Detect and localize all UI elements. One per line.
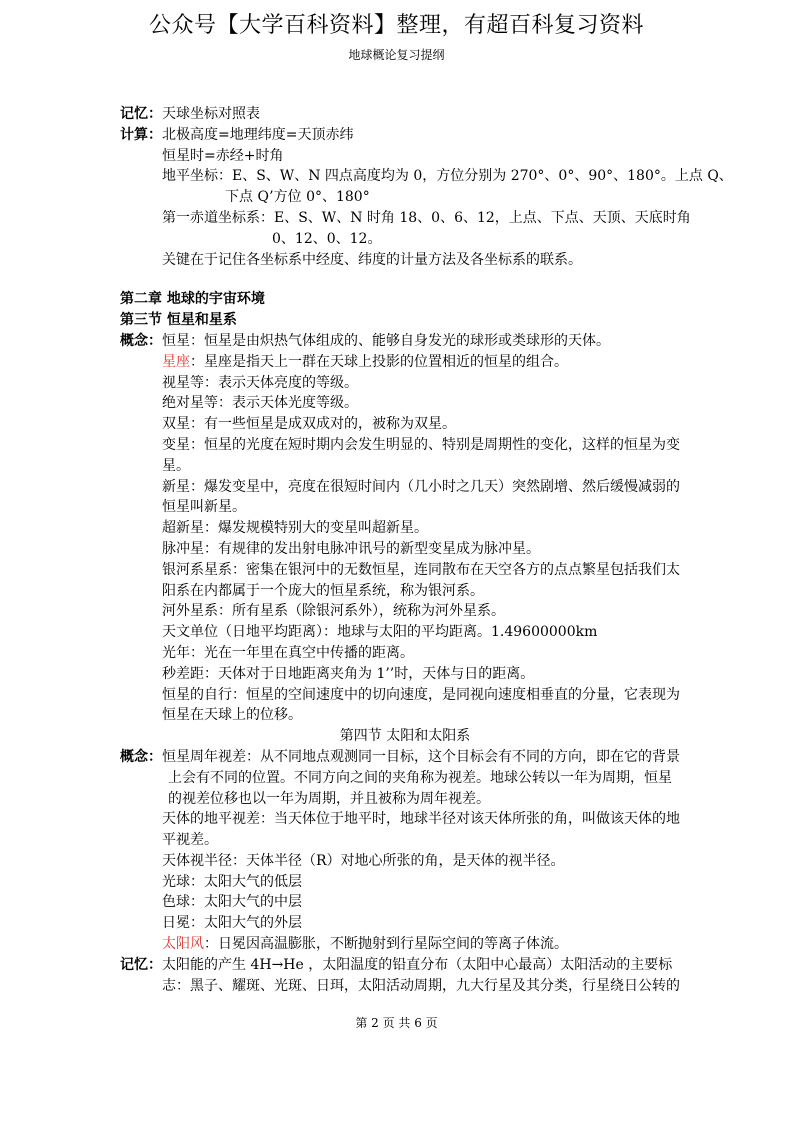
line-text: 绝对星等：表示天体光度等级。 xyxy=(162,395,358,412)
line-text: 河外星系：所有星系（除银河系外），统称为河外星系。 xyxy=(162,603,505,620)
text-line xyxy=(120,789,690,810)
text-line xyxy=(120,601,690,622)
line-text: 超新星：爆发规模特别大的变星叫超新星。 xyxy=(162,520,428,537)
line-text: ：日冕因高温膨胀，不断抛射到行星际空间的等离子体流。 xyxy=(204,936,568,953)
document-subtitle: 地球概论复习提纲 xyxy=(348,48,445,62)
line-text: 关键在于记住各坐标系中经度、纬度的计量方法及各坐标系的联系。 xyxy=(162,251,582,268)
text-line xyxy=(120,851,690,872)
line-text: 恒星时=赤经+时角 xyxy=(162,147,284,164)
text-line xyxy=(120,125,690,146)
text-line xyxy=(120,497,690,518)
line-text: 色球：太阳大气的中层 xyxy=(162,894,302,911)
text-line xyxy=(120,166,733,187)
line-text: 变星：恒星的光度在短时期内会发生明显的、特别是周期性的变化，这样的恒星为变 xyxy=(162,436,680,453)
text-line xyxy=(120,830,690,851)
text-line xyxy=(120,747,690,768)
line-text: 天球坐标对照表 xyxy=(162,106,260,122)
line-text: 脉冲星：有规律的发出射电脉冲讯号的新型变星成为脉冲星。 xyxy=(162,540,540,557)
line-text: 恒星：恒星是由炽热气体组成的、能够自身发光的球形或类球形的天体。 xyxy=(162,332,610,349)
text-line xyxy=(120,560,690,581)
text-line xyxy=(120,664,690,685)
text-line xyxy=(120,250,690,271)
text-line xyxy=(120,872,690,893)
text-line xyxy=(120,456,690,477)
line-text: 天体的地平视差：当天体位于地平时，地球半径对该天体所张的角，叫做该天体的地 xyxy=(162,811,680,828)
line-text: 太阳能的产生 4H→He ，太阳温度的铅直分布（太阳中心最高）太阳活动的主要标 xyxy=(162,956,673,973)
text-line xyxy=(120,892,690,913)
line-text: 第三节 恒星和星系 xyxy=(120,312,237,329)
line-text: 恒星周年视差：从不同地点观测同一目标，这个目标会有不同的方向，即在它的背景 xyxy=(162,748,680,765)
line-text: 阳系在内都属于一个庞大的恒星系统，称为银河系。 xyxy=(162,582,484,599)
text-line xyxy=(120,518,690,539)
section-label: 概念： xyxy=(120,332,162,349)
line-text: 的视差位移也以一年为周期，并且被称为周年视差。 xyxy=(168,790,490,807)
text-line xyxy=(120,539,690,560)
text-line xyxy=(120,352,690,373)
line-text: 平视差。 xyxy=(162,832,218,849)
text-line xyxy=(120,809,690,830)
text-line xyxy=(120,726,690,747)
line-text: 光年：光在一年里在真空中传播的距离。 xyxy=(162,644,414,661)
document-body xyxy=(120,104,733,996)
line-text: 志：黑子、耀斑、光斑、日珥，太阳活动周期，九大行星及其分类，行星绕日公转的 xyxy=(162,977,680,994)
text-line xyxy=(120,208,690,229)
text-line xyxy=(120,104,690,125)
line-text: 天文单位（日地平均距离）：地球与太阳的平均距离。1.49600000km xyxy=(162,624,598,641)
line-text: 0、12、0、12。 xyxy=(272,230,382,247)
line-text: 第二章 地球的宇宙环境 xyxy=(120,291,265,308)
line-text: 双星：有一些恒星是成双成对的，被称为双星。 xyxy=(162,416,456,433)
line-text: 恒星叫新星。 xyxy=(162,499,246,516)
text-line xyxy=(120,768,690,789)
line-text: 上会有不同的位置。不同方向之间的夹角称为视差。地球公转以一年为周期，恒星 xyxy=(168,769,672,786)
line-text: 秒差距：天体对于日地距离夹角为 1’’时，天体与日的距离。 xyxy=(162,665,535,682)
text-line xyxy=(120,913,690,934)
line-text: 下点 Q’方位 0°、180° xyxy=(225,189,370,206)
section-label: 记忆： xyxy=(120,956,162,973)
text-line xyxy=(120,146,690,167)
text-line xyxy=(120,331,690,352)
line-text: 天体视半径：天体半径（R）对地心所张的角，是天体的视半径。 xyxy=(162,852,565,869)
text-line xyxy=(120,976,690,997)
banner-title: 公众号【大学百科资料】整理，有超百科复习资料 xyxy=(148,13,644,38)
text-line xyxy=(120,934,690,955)
line-text: 视星等：表示天体亮度的等级。 xyxy=(162,374,358,391)
text-line xyxy=(120,581,690,602)
line-text: 银河系星系：密集在银河中的无数恒星，连同散布在天空各方的点点繁星包括我们太 xyxy=(162,561,680,578)
line-text: 地平坐标：E、S、W、N 四点高度均为 0，方位分别为 270°、0°、90°、180°。上点 Q、 xyxy=(162,168,733,185)
line-text: 新星：爆发变星中，亮度在很短时间内（几小时之几天）突然剧增、然后缓慢减弱的 xyxy=(162,478,680,495)
text-line xyxy=(120,310,690,331)
text-line xyxy=(120,685,690,706)
text-line xyxy=(120,955,690,976)
line-text: 恒星在天球上的位移。 xyxy=(162,707,302,724)
line-text: 星。 xyxy=(162,457,190,474)
section-label: 计算： xyxy=(120,126,162,143)
text-line xyxy=(120,373,690,394)
text-line xyxy=(120,643,690,664)
highlighted-term: 太阳风 xyxy=(162,936,204,953)
text-line xyxy=(120,435,690,456)
text-line xyxy=(120,187,690,208)
line-text: 第一赤道坐标系：E、S、W、N 时角 18、0、6、12，上点、下点、天顶、天底时角 xyxy=(162,209,691,226)
spacer xyxy=(120,270,690,289)
section-label: 概念： xyxy=(120,748,162,765)
text-line xyxy=(120,414,690,435)
line-text: 光球：太阳大气的低层 xyxy=(162,873,302,890)
text-line xyxy=(120,289,690,310)
section-label: 记忆： xyxy=(120,106,162,122)
line-text: ：星座是指天上一群在天球上投影的位置相近的恒星的组合。 xyxy=(190,353,568,370)
text-line xyxy=(120,622,690,643)
text-line xyxy=(120,393,690,414)
text-line xyxy=(120,229,690,250)
highlighted-term: 星座 xyxy=(162,353,190,370)
line-text: 恒星的自行：恒星的空间速度中的切向速度，是同视向速度相垂直的分量，它表现为 xyxy=(162,686,680,703)
line-text: 日冕：太阳大气的外层 xyxy=(162,915,302,932)
page-footer: 第 2 页 共 6 页 xyxy=(355,1016,438,1030)
text-line xyxy=(120,705,690,726)
text-line xyxy=(120,477,690,498)
line-text: 第四节 太阳和太阳系 xyxy=(339,728,471,745)
line-text: 北极高度=地理纬度=天顶赤纬 xyxy=(162,126,354,143)
